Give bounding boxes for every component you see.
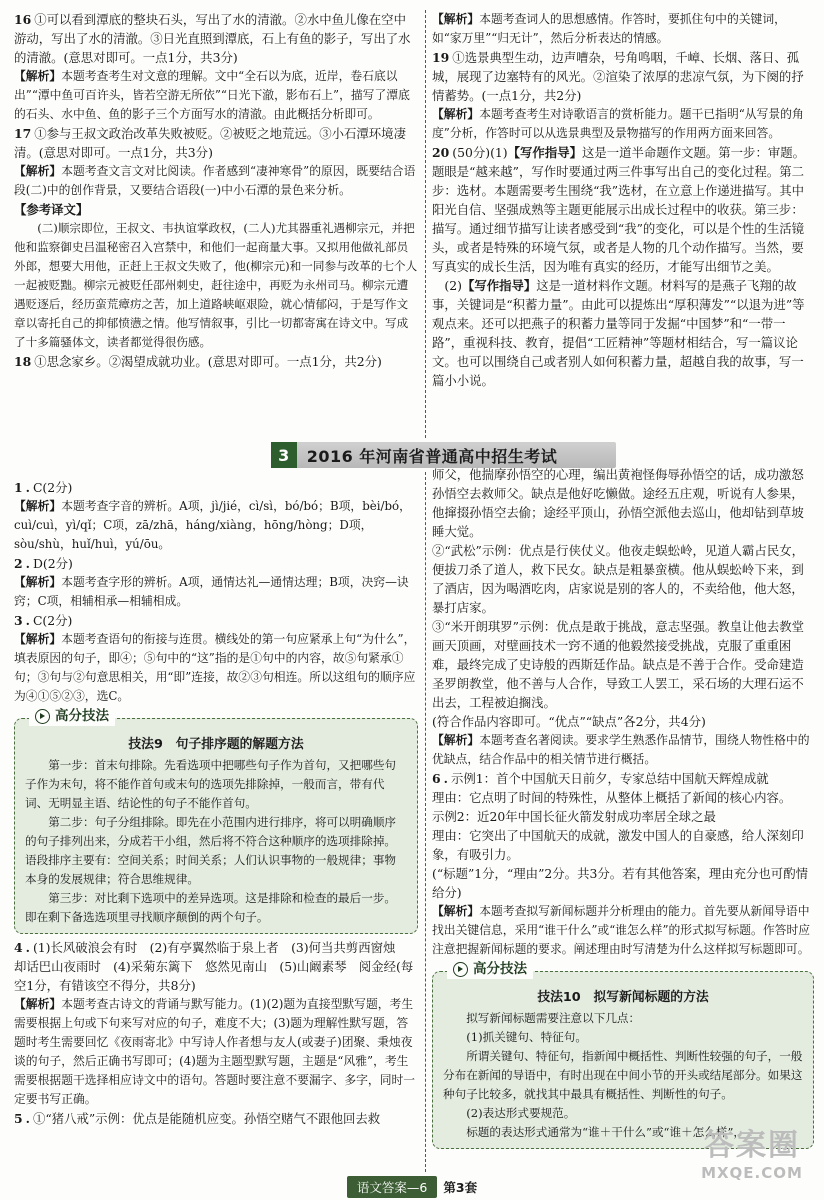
bottom-left-column xyxy=(14,478,418,1128)
tip-point-2-heading: (2)表达形式要规范。 xyxy=(466,1106,576,1120)
section-title: 2016 年河南省普通高中招生考试 xyxy=(306,446,558,466)
tip-point-1-heading: (1)抓关键句、特征句。 xyxy=(466,1030,587,1044)
top-right-column xyxy=(432,10,814,390)
question-6-example-2: 示例2：近20年中国长征火箭发射成功率居全球之最 xyxy=(432,809,716,824)
question-4: 4 . (1)长风破浪会有时 (2)有亭翼然临于泉上者 (3)何当共剪西窗烛 却话巴山夜雨时 (4)采菊东篱下 悠然见南山 (5)山阚素琴 阅金经(每空1分，有错该空不得分，共8分) xyxy=(14,940,414,993)
question-3: 3 . C(2分) xyxy=(14,613,73,628)
tip-title: 技法9 句子排序题的解题方法 xyxy=(128,737,304,752)
question-19: 19 ①选景典型生动，边声嘈杂，号角鸣咽，千嶂、长烟、落日、孤城，展现了边塞特有的风光。②渲染了浓厚的悲凉气氛，为下阕的抒情蓄势。(一点1分，共2分) xyxy=(432,50,804,103)
reference-translation-heading: 【参考译文】 xyxy=(14,202,89,217)
question-6-reason-2: 理由：它突出了中国航天的成就，激发中国人的自豪感，给人深刻印象，有吸引力。 xyxy=(432,828,804,862)
question-6-score: (“标题”1分，“理由”2分。共3分。若有其他答案，理由充分也可酌情给分) xyxy=(432,866,808,900)
top-left-column xyxy=(14,10,418,371)
tip-box-label: 高分技法 xyxy=(447,960,533,979)
question-16: 16 ①可以看到潭底的整块石头，写出了水的清澈。②水中鱼儿像在空中游动，写出了水的清澈。③日光直照到潭底，石上有鱼的影子，写出了水的清澈。(意思对即可。一点1分，共3分) xyxy=(14,12,411,65)
analysis-3: 【解析】本题考查语句的衔接与连贯。横线处的第一句应紧承上句“为什么”，填表原因的句子，即④；⑤句中的“这”指的是①句中的内容，故⑤句紧承①句；③句与②句意思相关，用“即”连接，故②③句相连。所以这组句的顺序应为④①⑤②③，选C。 xyxy=(14,632,416,703)
question-5-example-3: ③“米开朗琪罗”示例：优点是敢于挑战，意志坚强。教皇让他去教堂画天顶画，对壁画技术一窍不通的他毅然接受挑战，克服了重重困难，最终完成了史诗般的西斯廷作品。缺点是不善于合作。受命建造圣罗朗教堂，他不善与人合作，导致工人罢工，采石场的大理石运不出去，工程被迫搁浅。 xyxy=(432,619,804,710)
set-number-label: 第3套 xyxy=(443,1180,478,1195)
play-circle-icon xyxy=(35,709,50,724)
answer-text: ①可以看到潭底的整块石头，写出了水的清澈。②水中鱼儿像在空中游动，写出了水的清澈。③日光直照到潭底，石上有鱼的影子，写出了水的清澈。(意思对即可。一点1分，共3分) xyxy=(14,12,411,65)
watermark-logo: 答案圈 MXQE.COM xyxy=(701,1128,803,1182)
analysis-4: 【解析】本题考查古诗文的背诵与默写能力。(1)(2)题为直接型默写题，考生需要根据上句或下句来写对应的句子，难度不大；(3)题为理解性默写题，答题时考生需要回忆《夜雨寄北》中写诗人作者想与友人(或妻子)团聚、秉烛夜谈的句子，然后正确书写即可；(4)题为主题型默写题，主题是“风雅”，考生需要根据题干选择相应诗文中的语句。答题时要注意不要漏字、多字，同时一定要书写正确。 xyxy=(14,997,416,1106)
question-6-reason-1: 理由：它点明了时间的特殊性，从整体上概括了新闻的核心内容。 xyxy=(432,790,792,805)
tip-intro: 拟写新闻标题需要注意以下几点： xyxy=(466,1011,641,1025)
column-divider-top xyxy=(425,10,426,438)
analysis-2: 【解析】本题考查字形的辨析。A项，通情达礼—通情达理；B项，决窍—诀窍；C项，相辅相承—相辅相成。 xyxy=(14,575,409,608)
tip-box-sentence-order xyxy=(14,708,418,934)
reference-translation: (二)顺宗即位，王叔文、韦执谊掌政权，(二人)尤其器重礼遇柳宗元，并把他和监察御史吕温秘密召入宫禁中，和他们一起商量大事。又拟用他做礼部员外郎，想要大用他，正赶上王叔文失败了，他(柳宗元)和一同参与改革的七个人一起被贬黜。柳宗元被贬任邵州刺史，赶往途中，再贬为永州司马。柳宗元遭遇贬逐后，经历蛮荒瘴疠之苦，加上道路峡岖艰险，就心情郁闷，于是写作文章以寄托自己的抑郁愤懑之情。他写情叙事，引比一切都寄寓在诗文中。写成了十多篇骚体文，读者都觉得很伤感。 xyxy=(14,221,418,349)
question-18: 18 ①思念家乡。②渴望成就功业。(意思对即可。一点1分，共2分) xyxy=(14,354,382,369)
question-6: 6 . 示例1：首个中国航天日前夕，专家总结中国航天辉煌成就 xyxy=(432,771,769,786)
tip-point-1: 所谓关键句、特征句，指新闻中概括性、判断性较强的句子，一般分布在新闻的导语中，有时出现在中间小节的开头或结尾部分。如果这种句子比较多，就找其中最具有概括性、判断性的句子。 xyxy=(443,1049,803,1101)
tip-step-2: 第二步：句子分组排除。即先在小范围内进行排序，将可以明确顺序的句子排列出来，分成若干小组，然后将不符合这种顺序的选项排除掉。语段排序主要有：空间关系；时间关系；人们认识事物的一般规律；事物本身的发展规律；符合思维规律。 xyxy=(25,815,397,886)
tip-box-label: 高分技法 xyxy=(29,707,115,726)
section-number-badge: 3 xyxy=(271,442,297,468)
analysis-17: 【解析】本题考查文言文对比阅读。作者感到“凄神寒骨”的原因，既要结合语段(二)中的创作背景，又要结合语段(一)中小石潭的景色来分析。 xyxy=(14,164,416,197)
analysis-18: 【解析】本题考查词人的思想感情。作答时，要抓住句中的关键词，如“家万里”“归无计”，然后分析表达的情感。 xyxy=(432,12,786,45)
question-20-part1: 20 (50分)(1)【写作指导】这是一道半命题作文题。第一步：审题。题眼是“越来越”，写作时要通过两三件事写出自己的变化过程。第二步：选材。本题需要考生围绕“我”选材，在立意上作递进描写。其中阳光自信、坚强成熟等主题更能展示出成长过程中的收获。第三步：描写。通过细节描写让读者感受到“我”的变化，可以是个性的生活镜头，或者是特殊的环境气氛，或者是人物的几个动作描写。当然，要写真实的成长生活，因为唯有真实的经历，才能写出细节之美。 xyxy=(432,145,806,274)
page-number-label: 语文答案—6 xyxy=(347,1176,437,1198)
bottom-right-column xyxy=(432,465,814,1153)
tip-step-1: 第一步：首末句排除。先看选项中把哪些句子作为首句，又把哪些句子作为末句，将不能作首句或末句的选项先排除掉，一般而言，带有代词、无明显主语、结论性的句子不能作首句。 xyxy=(25,758,397,810)
question-5: 5 . ①“猪八戒”示例：优点是能随机应变。孙悟空赌气不跟他回去救 xyxy=(14,1111,381,1126)
tip-title: 技法10 拟写新闻标题的方法 xyxy=(537,990,709,1005)
question-17: 17 ①参与王叔文政治改革失败被贬。②被贬之地荒远。③小石潭环境凄清。(意思对即可。一点1分，共3分) xyxy=(14,126,406,160)
question-20-part2: (2)【写作指导】这是一道材料作文题。材料写的是燕子飞翔的故事，关键词是“积蓄力量”。由此可以提炼出“厚积薄发”“以退为进”等观点来。还可以把燕子的积蓄力量等同于发掘“中国梦”和“一带一路”，重视科技、教育，提倡“工匠精神”等题材相结合，写一篇议论文。也可以围绕自己或者别人如何积蓄力量，超越自我的故事，写一篇小小说。 xyxy=(432,278,805,388)
play-circle-icon xyxy=(453,962,468,977)
question-1: 1 . C(2分) xyxy=(14,480,73,495)
question-2: 2 . D(2分) xyxy=(14,556,73,571)
analysis-1: 【解析】本题考查字音的辨析。A项，jì/jié，cì/sì，bó/bó；B项，bèi/bó，cuì/cuì，yì/qǐ；C项，zā/zhā，háng/xiàng，hōng/hòng；D项，sòu/shù，huǐ/huì，yú/ōu。 xyxy=(14,499,411,551)
column-divider-bottom xyxy=(425,472,426,1172)
tip-point-2: 标题的表达形式通常为“谁＋干什么”或“谁＋怎么样”， xyxy=(466,1125,745,1139)
question-5-example-2: ②“武松”示例：优点是行侠仗义。他夜走蜈蚣岭，见道人霸占民女，便拔刀杀了道人，救下民女。缺点是粗暴蛮横。他从蜈蚣岭下来，到了酒店，因为喝酒吃肉，店家说是别的客人的，不卖给他，他大怒，暴打店家。 xyxy=(432,543,804,615)
tip-step-3: 第三步：对比剩下选项中的差异选项。这是排除和检查的最后一步。即在剩下备选选项里寻找顺序颠倒的两个句子。 xyxy=(25,891,397,924)
analysis-16: 【解析】本题考查考生对文意的理解。文中“全石以为底，近岸，卷石底以出”“潭中鱼可百许头，皆若空游无所依”“日光下澈，影布石上”，描写了潭底的石头、水中鱼、鱼的影子三个方面写水的清澈。由此概括分析即可。 xyxy=(14,69,410,121)
analysis-5: 【解析】本题考查名著阅读。要求学生熟悉作品情节，围绕人物性格中的优缺点，结合作品中的相关情节进行概括。 xyxy=(432,733,810,766)
analysis-6: 【解析】本题考查拟写新闻标题并分析理由的能力。首先要从新闻导语中找出关键信息，采用“谁干什么”或“谁怎么样”的形式拟写标题。作答时应注意把握新闻标题的要求。阐述理由时写清楚为什么这样拟写标题即可。 xyxy=(432,904,811,956)
analysis-19: 【解析】本题考查考生对诗歌语言的赏析能力。题干已指明“从写景的角度”分析，作答时可以从选景典型及景物描写的作用两方面来回答。 xyxy=(432,107,804,140)
tip-box-news-headline xyxy=(432,961,814,1149)
question-5-continued: 师父，他揣摩孙悟空的心理，编出黄袍怪侮辱孙悟空的话，成功激怒孙悟空去救师父。缺点是他好吃懒做。途经五庄观，听说有人参果，他撺掇孙悟空去偷；途经平顶山，孙悟空派他去巡山，他却钻到草坡睡大觉。 xyxy=(432,467,804,539)
question-5-score: (符合作品内容即可。“优点”“缺点”各2分，共4分) xyxy=(432,714,706,729)
